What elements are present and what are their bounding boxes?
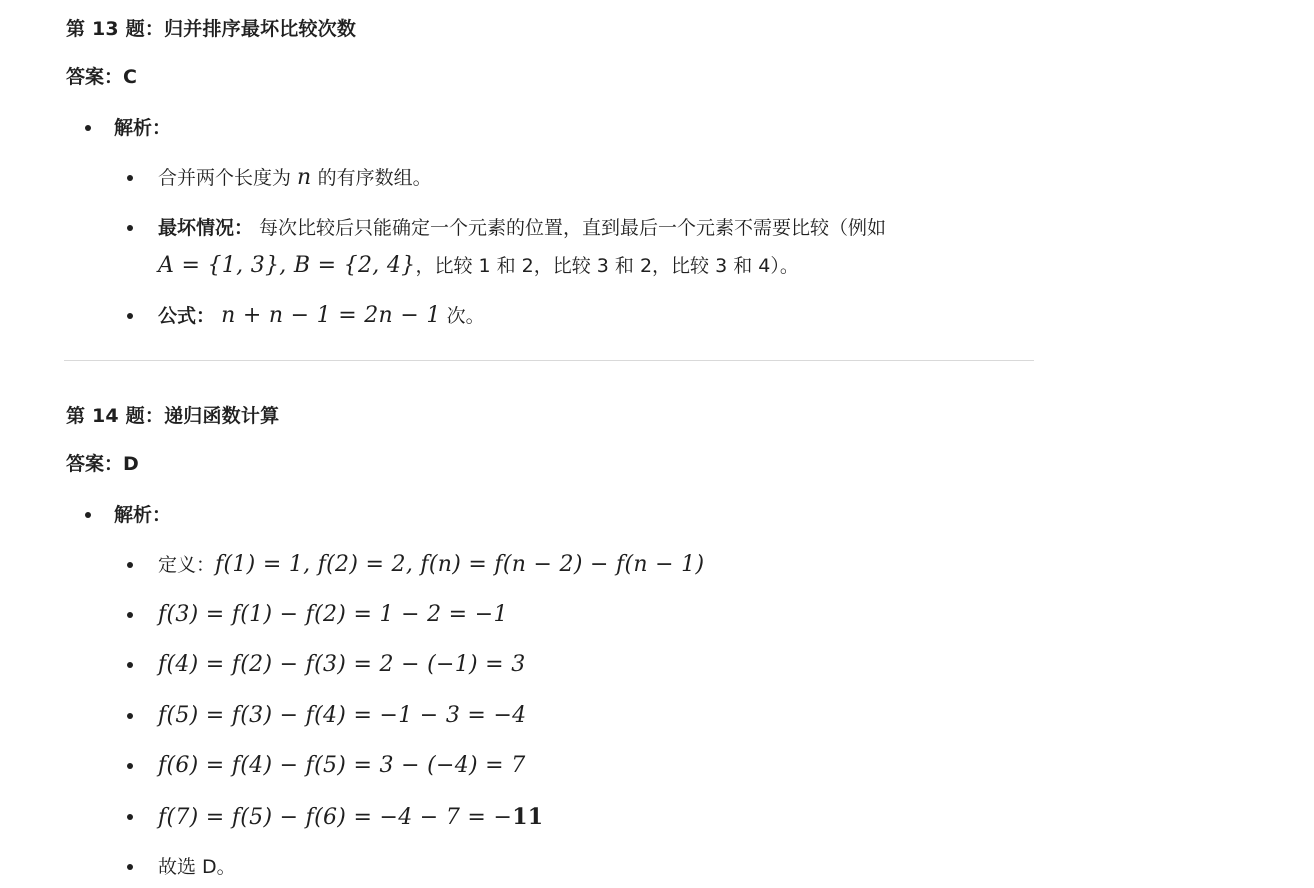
bullet-dot	[127, 612, 133, 618]
q14-f7-result: 11	[512, 804, 544, 830]
q13-item2-math: A = {1, 3}, B = {2, 4}	[158, 253, 416, 278]
q13-item3-label: 公式：	[158, 305, 216, 327]
bullet-dot	[85, 125, 91, 131]
bullet-dot	[127, 864, 133, 870]
q13-answer: 答案：C	[66, 66, 137, 88]
q14-answer: 答案：D	[66, 453, 139, 475]
q13-title: 第 13 题：归并排序最坏比较次数	[66, 18, 357, 40]
q13-item2-label: 最坏情况：	[158, 217, 254, 239]
q13-analysis-label: 解析：	[114, 117, 172, 139]
bullet-dot	[85, 512, 91, 518]
q13-item1-text-a: 合并两个长度为	[158, 167, 298, 189]
q13-item2-tail: ，比较 1 和 2，比较 3 和 2，比较 3 和 4）。	[415, 255, 799, 277]
q13-item-worst-case-continued	[158, 254, 799, 278]
bullet-dot	[127, 814, 133, 820]
bullet-dot	[127, 763, 133, 769]
q13-item1-var: n	[297, 165, 312, 190]
q14-conclusion: 故选 D。	[158, 856, 236, 878]
q14-analysis-label: 解析：	[114, 504, 172, 526]
q13-item2-text: 每次比较后只能确定一个元素的位置，直到最后一个元素不需要比较（例如	[253, 217, 887, 239]
bullet-dot	[127, 713, 133, 719]
q13-item3-math: n + n − 1 = 2n − 1	[221, 303, 441, 328]
q13-item3-tail: 次。	[440, 305, 485, 327]
q14-f3-math: f(3) = f(1) − f(2) = 1 − 2 = −1	[158, 602, 508, 627]
q14-f5-math: f(5) = f(3) − f(4) = −1 − 3 = −4	[158, 703, 527, 728]
q14-f6-math: f(6) = f(4) − f(5) = 3 − (−4) = 7	[158, 753, 526, 778]
bullet-dot	[127, 562, 133, 568]
q14-f7-math: f(7) = f(5) − f(6) = −4 − 7 = −	[158, 805, 513, 830]
q14-f4-math: f(4) = f(2) − f(3) = 2 − (−1) = 3	[158, 652, 526, 677]
q14-def-math: f(1) = 1, f(2) = 2, f(n) = f(n − 2) − f(n − 1)	[215, 552, 705, 577]
section-divider	[64, 360, 1034, 361]
bullet-dot	[127, 225, 133, 231]
bullet-dot	[127, 662, 133, 668]
bullet-dot	[127, 175, 133, 181]
bullet-dot	[127, 313, 133, 319]
q13-item1-text-b: 的有序数组。	[311, 167, 432, 189]
q14-title: 第 14 题：递归函数计算	[66, 405, 280, 427]
q14-def-label: 定义：	[158, 554, 216, 576]
